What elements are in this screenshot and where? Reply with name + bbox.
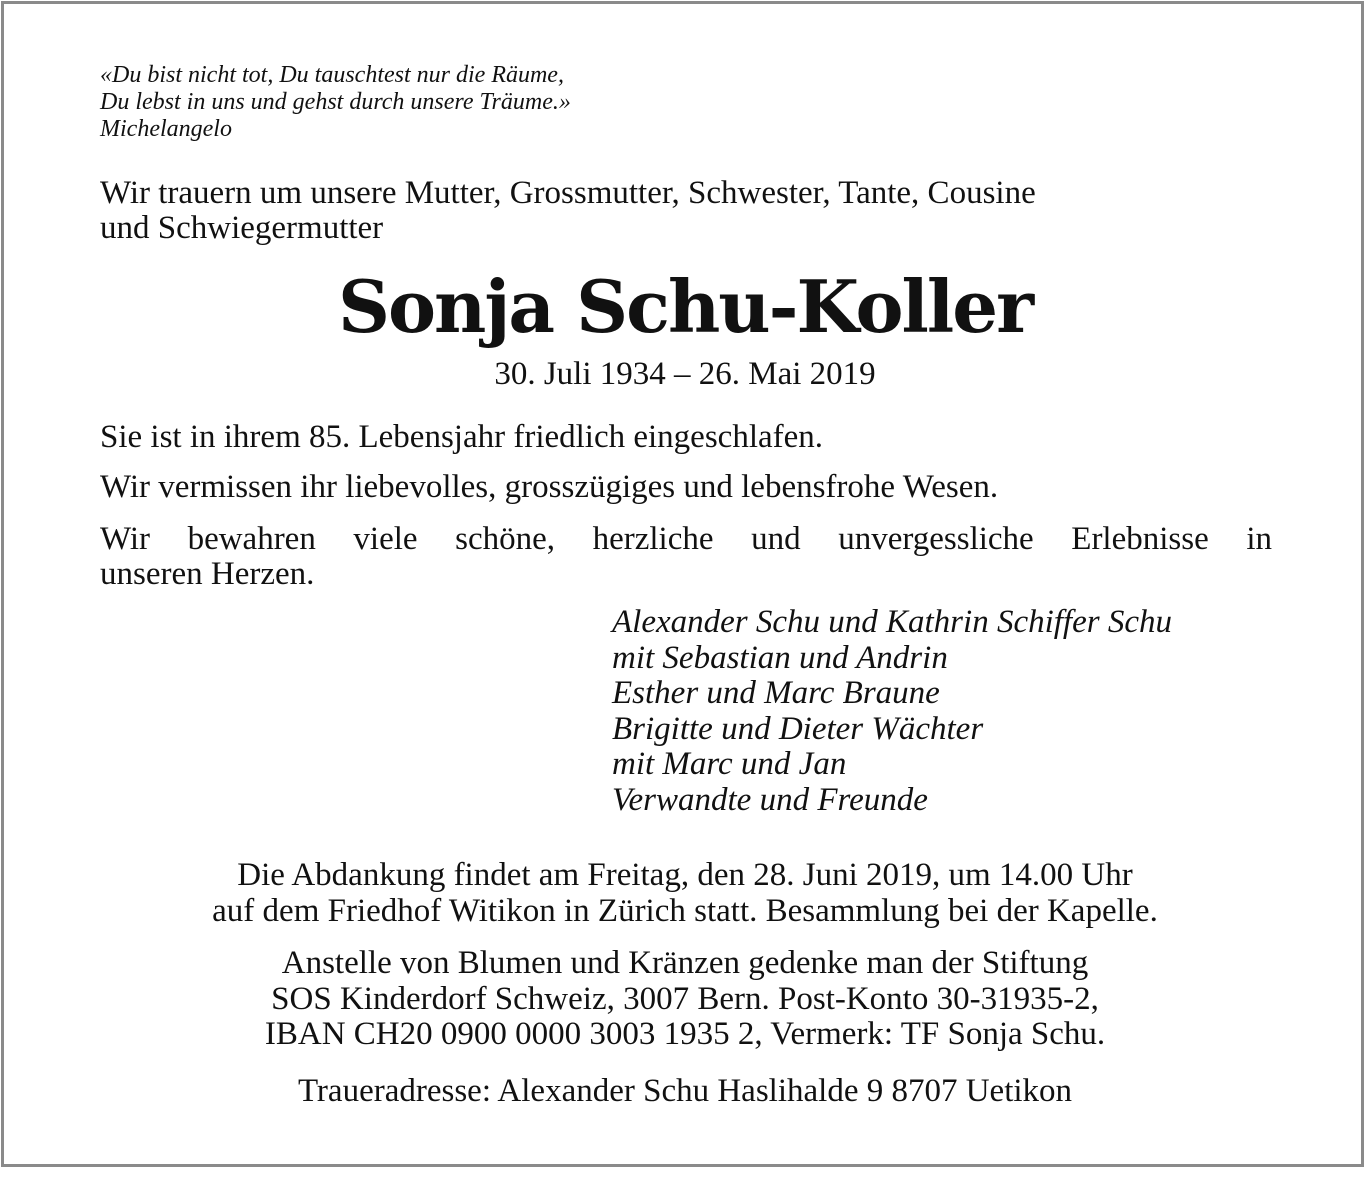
- service-info: [0, 858, 1370, 929]
- paragraph-miss: Wir vermissen ihr liebevolles, grosszügiges und lebensfrohe Wesen.: [100, 469, 999, 505]
- paragraph-line: unseren Herzen.: [100, 556, 315, 592]
- donation-info: [0, 946, 1370, 1053]
- mourner-line: Brigitte und Dieter Wächter: [612, 710, 984, 747]
- quote-author: Michelangelo: [100, 116, 232, 142]
- quote-line: Du lebst in uns und gehst durch unsere Träume.»: [100, 89, 571, 115]
- service-line: auf dem Friedhof Witikon in Zürich statt. Besammlung bei der Kapelle.: [212, 892, 1158, 929]
- donation-line: SOS Kinderdorf Schweiz, 3007 Bern. Post-Konto 30-31935-2,: [271, 980, 1099, 1017]
- deceased-name: Sonja Schu-Koller: [337, 264, 1032, 349]
- address-line: Traueradresse: Alexander Schu Haslihalde 9 8707 Uetikon: [297, 1073, 1073, 1109]
- donation-line: Anstelle von Blumen und Kränzen gedenke man der Stiftung: [281, 945, 1089, 981]
- donation-line: IBAN CH20 0900 0000 3003 1935 2, Vermerk: TF Sonja Schu.: [264, 1016, 1106, 1052]
- intro-text: [100, 176, 1272, 246]
- mourning-address: [0, 1074, 1370, 1110]
- mourner-line: mit Marc und Jan: [612, 746, 847, 782]
- intro-line: und Schwiegermutter: [100, 210, 384, 246]
- mourner-line: Esther und Marc Braune: [612, 675, 940, 711]
- mourner-line: Alexander Schu und Kathrin Schiffer Schu: [612, 604, 1172, 640]
- intro-line: Wir trauern um unsere Mutter, Grossmutter, Schwester, Tante, Cousine: [100, 175, 1036, 211]
- quote-line: «Du bist nicht tot, Du tauschtest nur die Räume,: [100, 62, 564, 88]
- quote-block: [100, 62, 571, 143]
- paragraph-line: Wir bewahren viele schöne, herzliche und unvergessliche Erlebnisse in: [100, 521, 1272, 557]
- mourner-line: Verwandte und Freunde: [612, 781, 928, 818]
- mourner-line: mit Sebastian und Andrin: [612, 639, 948, 676]
- service-line: Die Abdankung findet am Freitag, den 28. Juni 2019, um 14.00 Uhr: [237, 857, 1133, 893]
- paragraph-memories: [100, 522, 1272, 592]
- mourners-list: [612, 605, 1172, 818]
- paragraph-asleep: Sie ist in ihrem 85. Lebensjahr friedlich eingeschlafen.: [100, 419, 824, 455]
- life-dates: 30. Juli 1934 – 26. Mai 2019: [494, 356, 876, 392]
